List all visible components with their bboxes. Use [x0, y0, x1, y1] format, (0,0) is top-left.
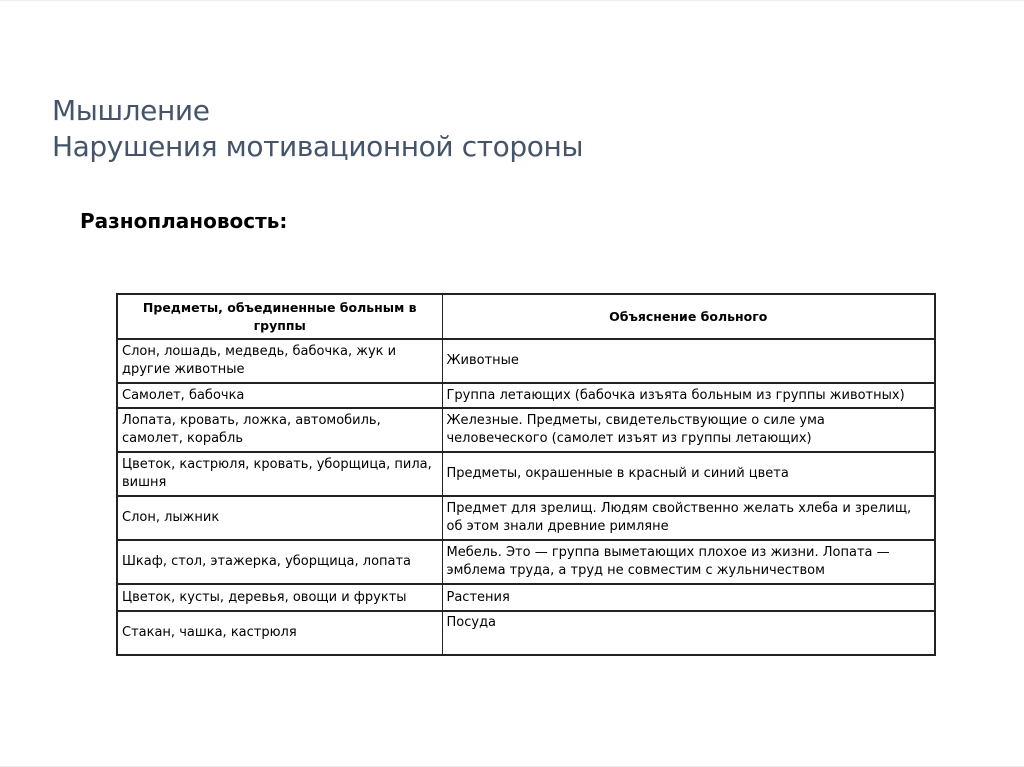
- explanation-cell: Предметы, окрашенные в красный и синий цвета: [442, 452, 935, 496]
- items-cell: Слон, лошадь, медведь, бабочка, жук и другие животные: [117, 339, 442, 383]
- title-line-2: Нарушения мотивационной стороны: [52, 130, 584, 163]
- table-row: [117, 584, 935, 611]
- explanation-cell: Железные. Предметы, свидетельствующие о силе ума человеческого (самолет изъят из группы летающих): [442, 408, 935, 452]
- table-row: [117, 383, 935, 408]
- table-row: [117, 408, 935, 452]
- items-cell: Шкаф, стол, этажерка, уборщица, лопата: [117, 540, 442, 584]
- table-header-row: [117, 294, 935, 339]
- explanation-cell: Мебель. Это — группа выметающих плохое из жизни. Лопата — эмблема труда, а труд не совместим с жульничеством: [442, 540, 935, 584]
- items-cell: Слон, лыжник: [117, 496, 442, 540]
- items-cell: Лопата, кровать, ложка, автомобиль, самолет, корабль: [117, 408, 442, 452]
- table-row: [117, 540, 935, 584]
- column-header-items: Предметы, объединенные больным в группы: [117, 294, 442, 339]
- table-row: [117, 611, 935, 655]
- explanation-cell: Предмет для зрелищ. Людям свойственно желать хлеба и зрелищ, об этом знали древние римляне: [442, 496, 935, 540]
- explanation-cell: Растения: [442, 584, 935, 611]
- slide-subtitle: Разноплановость:: [80, 209, 288, 233]
- explanation-cell: Посуда: [442, 611, 935, 655]
- title-line-1: Мышление: [52, 94, 210, 127]
- items-cell: Цветок, кастрюля, кровать, уборщица, пила, вишня: [117, 452, 442, 496]
- grouping-table: [116, 293, 936, 656]
- table-row: [117, 496, 935, 540]
- items-cell: Стакан, чашка, кастрюля: [117, 611, 442, 655]
- column-header-explanation: Объяснение больного: [442, 294, 935, 339]
- slide-title: [52, 93, 583, 165]
- explanation-cell: Группа летающих (бабочка изъята больным из группы животных): [442, 383, 935, 408]
- items-cell: Самолет, бабочка: [117, 383, 442, 408]
- items-cell: Цветок, кусты, деревья, овощи и фрукты: [117, 584, 442, 611]
- table-row: [117, 452, 935, 496]
- table-row: [117, 339, 935, 383]
- explanation-cell: Животные: [442, 339, 935, 383]
